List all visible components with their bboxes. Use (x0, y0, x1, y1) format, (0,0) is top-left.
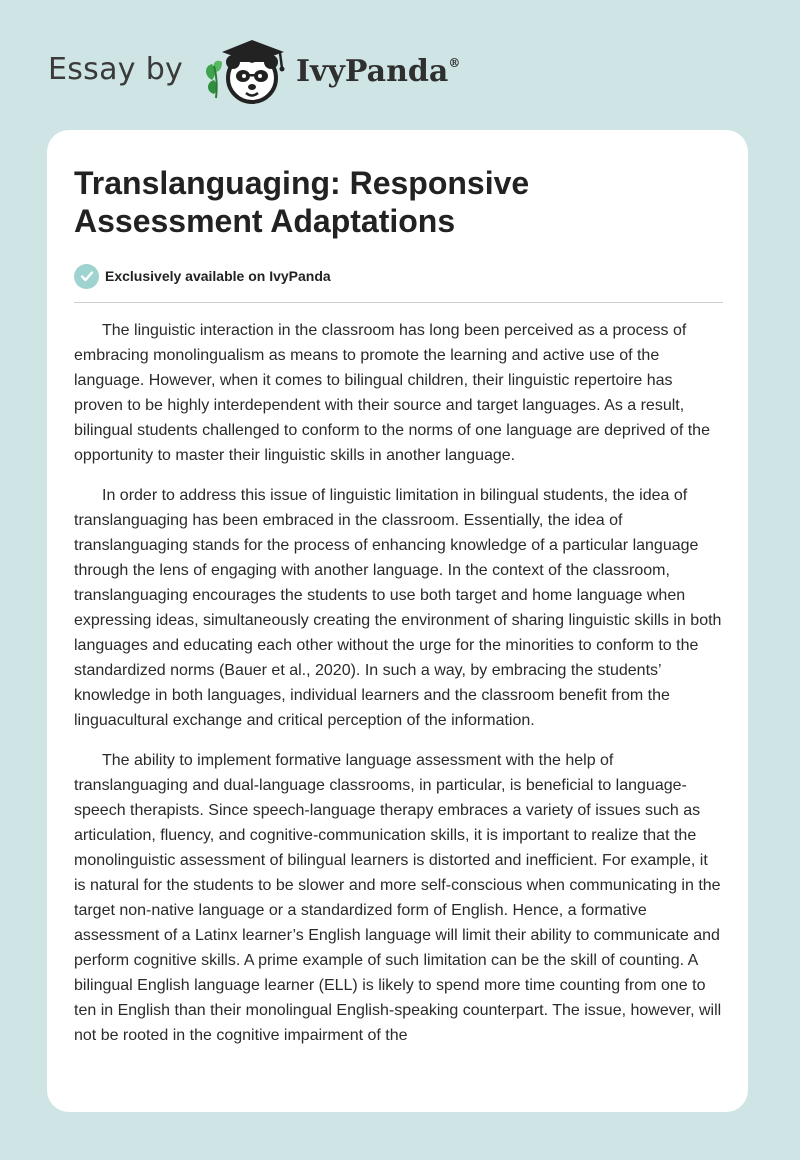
page-title: Translanguaging: Responsive Assessment Adaptations (74, 165, 530, 239)
paragraph: The ability to implement formative language assessment with the help of translanguaging and dual-language classrooms, in particular, is beneficial to language-speech therapists. Since speech-language therapy embraces a variety of issues such as articulation, fluency, and cognitive-communication skills, it is important to realize that the monolinguistic assessment of bilingual learners is distorted and inefficient. For example, it is natural for the students to be slower and more self-conscious when communicating in the target non-native language or a standardized form of English. Hence, a formative assessment of a Latinx learner’s English language will limit their ability to communicate and perform cognitive skills. A prime example of such limitation can be the skill of counting. A bilingual English language learner (ELL) is likely to spend more time counting from one to ten in English than their monolingual English-speaking counterpart. The issue, however, will not be rooted in the cognitive impairment of the (74, 752, 722, 1044)
divider (74, 302, 723, 303)
check-icon (74, 264, 99, 289)
essay-by-label: Essay by (48, 52, 184, 87)
paragraph: The linguistic interaction in the classroom has long been perceived as a process of embracing monolingualism as means to promote the learning and active use of the language. However, when it comes to bilingual children, their linguistic repertoire has proven to be highly interdependent with their source and target languages. As a result, bilingual students challenged to conform to the norms of one language are deprived of the opportunity to master their linguistic skills in another language. (74, 322, 710, 464)
exclusive-badge (74, 263, 331, 289)
paragraph: In order to address this issue of linguistic limitation in bilingual students, the idea of translanguaging has been embraced in the classroom. Essentially, the idea of translanguaging stands for the process of enhancing knowledge of a particular language through the lens of engaging with another language. In the context of the classroom, translanguaging encourages the students to use both target and home language when expressing ideas, simultaneously creating the environment of sharing linguistic skills in both languages and educating each other without the urge for the minorities to conform to the standardized norms (Bauer et al., 2020). In such a way, by embracing the students’ knowledge in both languages, individual learners and the classroom benefit from the linguacultural exchange and critical perception of the information. (74, 487, 722, 729)
badge-text: Exclusively available on IvyPanda (105, 268, 331, 284)
site-header (0, 0, 800, 130)
brand-logo-text[interactable] (296, 54, 460, 89)
essay-card (47, 130, 748, 1112)
registered-mark: ® (448, 56, 461, 70)
brand-name: IvyPanda (296, 54, 449, 89)
panda-graduate-icon[interactable] (202, 36, 294, 108)
essay-body (74, 318, 723, 1063)
